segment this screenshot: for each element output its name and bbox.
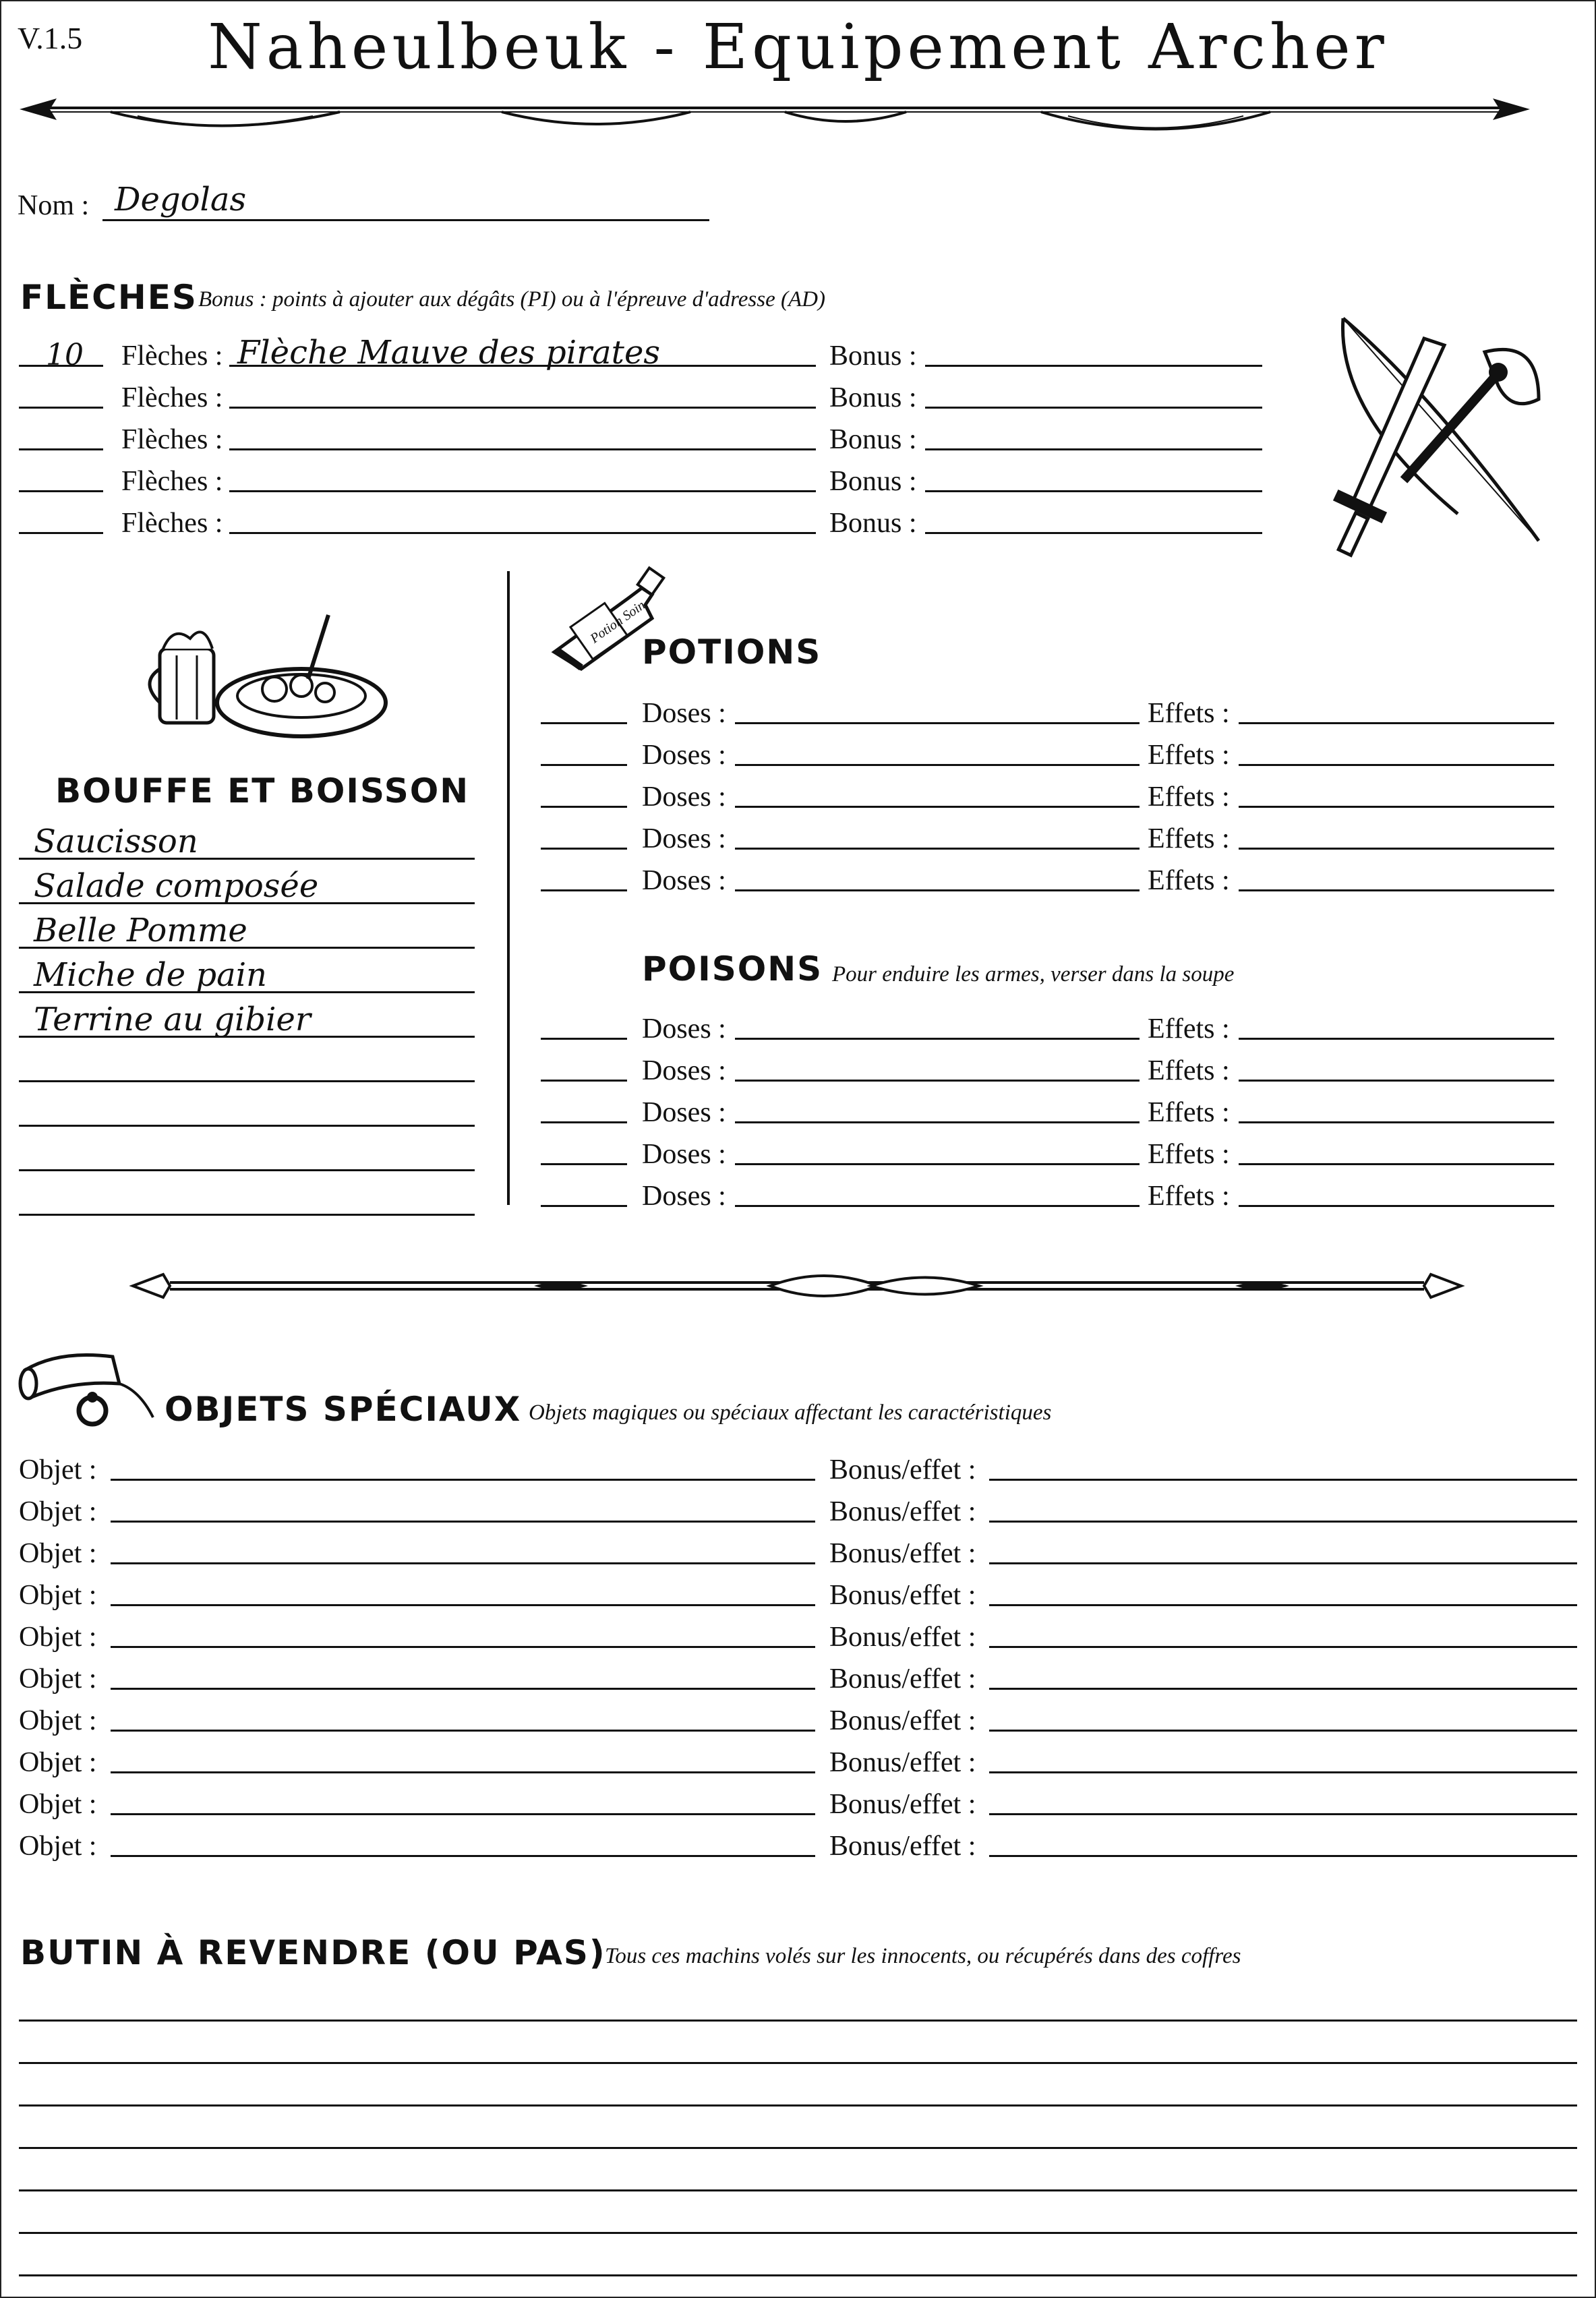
potions-effects-label: Effets : (1148, 823, 1230, 854)
poisons-doses-label: Doses : (642, 1013, 726, 1044)
food-line[interactable] (19, 1214, 475, 1216)
potions-doses-field[interactable] (735, 848, 1140, 850)
special-bonus-label: Bonus/effet : (829, 1663, 976, 1695)
special-object-field[interactable] (111, 1521, 815, 1523)
special-object-field[interactable] (111, 1855, 815, 1857)
special-object-label: Objet : (19, 1622, 97, 1653)
potions-doses-field[interactable] (735, 889, 1140, 891)
special-object-field[interactable] (111, 1730, 815, 1732)
loot-note: Tous ces machins volés sur les innocents, ou récupérés dans des coffres (605, 1944, 1241, 1968)
version-label: V.1.5 (18, 21, 83, 55)
poisons-effects-label: Effets : (1148, 1097, 1230, 1128)
food-item: Saucisson (34, 823, 198, 860)
poisons-qty-field[interactable] (541, 1205, 627, 1207)
potions-qty-field[interactable] (541, 764, 627, 766)
potions-qty-field[interactable] (541, 806, 627, 808)
special-object-label: Objet : (19, 1705, 97, 1736)
potions-qty-field[interactable] (541, 889, 627, 891)
special-bonus-label: Bonus/effet : (829, 1747, 976, 1778)
special-bonus-field[interactable] (989, 1771, 1577, 1773)
arrow-row-label: Flèches : (121, 341, 223, 372)
arrow-bonus-label: Bonus : (829, 424, 917, 455)
poisons-effects-field[interactable] (1239, 1205, 1554, 1207)
arrow-bonus-field[interactable] (925, 448, 1262, 450)
potions-doses-field[interactable] (735, 764, 1140, 766)
arrow-bonus-label: Bonus : (829, 466, 917, 497)
loot-line[interactable] (19, 2147, 1577, 2149)
food-line[interactable] (19, 1169, 475, 1171)
potions-effects-field[interactable] (1239, 806, 1554, 808)
special-bonus-field[interactable] (989, 1604, 1577, 1606)
potions-heading: POTIONS (642, 632, 822, 672)
potions-doses-label: Doses : (642, 782, 726, 813)
poisons-qty-field[interactable] (541, 1080, 627, 1082)
page-title: Naheulbeuk - Equipement Archer (208, 11, 1388, 83)
special-bonus-field[interactable] (989, 1479, 1577, 1481)
special-bonus-label: Bonus/effet : (829, 1454, 976, 1485)
special-object-field[interactable] (111, 1646, 815, 1648)
special-object-label: Objet : (19, 1580, 97, 1611)
special-object-field[interactable] (111, 1688, 815, 1690)
special-bonus-label: Bonus/effet : (829, 1538, 976, 1569)
potion-bottle-label: Potion Soin (587, 597, 648, 647)
arrow-bonus-label: Bonus : (829, 341, 917, 372)
poisons-effects-field[interactable] (1239, 1038, 1554, 1040)
potions-qty-field[interactable] (541, 848, 627, 850)
potions-effects-label: Effets : (1148, 698, 1230, 729)
arrow-bonus-label: Bonus : (829, 508, 917, 539)
loot-line[interactable] (19, 2232, 1577, 2234)
poisons-doses-field[interactable] (735, 1038, 1140, 1040)
arrow-qty-field[interactable] (19, 532, 103, 534)
potions-doses-label: Doses : (642, 823, 726, 854)
potions-effects-field[interactable] (1239, 848, 1554, 850)
loot-line[interactable] (19, 2104, 1577, 2106)
special-object-field[interactable] (111, 1813, 815, 1815)
arrow-row-label: Flèches : (121, 508, 223, 539)
poisons-note: Pour enduire les armes, verser dans la soupe (832, 962, 1235, 986)
poisons-doses-field[interactable] (735, 1163, 1140, 1165)
potions-qty-field[interactable] (541, 722, 627, 724)
arrow-name-field[interactable] (229, 407, 816, 409)
special-object-label: Objet : (19, 1789, 97, 1820)
poisons-qty-field[interactable] (541, 1121, 627, 1123)
arrows-note: Bonus : points à ajouter aux dégâts (PI) ou à l'épreuve d'adresse (AD) (198, 287, 825, 312)
food-line[interactable] (19, 1080, 475, 1082)
special-object-label: Objet : (19, 1831, 97, 1862)
arrow-bonus-field[interactable] (925, 532, 1262, 534)
special-object-label: Objet : (19, 1454, 97, 1485)
poisons-doses-label: Doses : (642, 1181, 726, 1212)
special-bonus-field[interactable] (989, 1646, 1577, 1648)
special-object-field[interactable] (111, 1604, 815, 1606)
arrow-qty-field[interactable] (19, 448, 103, 450)
food-platter-icon (140, 608, 396, 743)
poisons-doses-field[interactable] (735, 1205, 1140, 1207)
loot-heading: BUTIN À REVENDRE (OU PAS) (20, 1933, 606, 1972)
arrows-heading: FLÈCHES (20, 278, 198, 317)
arrow-row-label: Flèches : (121, 466, 223, 497)
loot-line[interactable] (19, 2020, 1577, 2022)
poisons-effects-label: Effets : (1148, 1139, 1230, 1170)
name-value[interactable]: Degolas (115, 181, 247, 218)
crossed-weapons-icon (1316, 312, 1572, 554)
special-bonus-field[interactable] (989, 1688, 1577, 1690)
special-bonus-field[interactable] (989, 1562, 1577, 1564)
poisons-qty-field[interactable] (541, 1163, 627, 1165)
arrow-name-field[interactable] (229, 490, 816, 492)
poisons-doses-label: Doses : (642, 1097, 726, 1128)
arrow-row-label: Flèches : (121, 382, 223, 413)
poisons-effects-label: Effets : (1148, 1181, 1230, 1212)
potions-doses-label: Doses : (642, 865, 726, 896)
arrow-name-field[interactable] (229, 448, 816, 450)
poisons-qty-field[interactable] (541, 1038, 627, 1040)
arrow-name-value: Flèche Mauve des pirates (237, 334, 660, 372)
name-label: Nom : (18, 190, 90, 221)
food-line[interactable] (19, 1125, 475, 1127)
special-object-label: Objet : (19, 1747, 97, 1778)
loot-line[interactable] (19, 2189, 1577, 2191)
special-heading: OBJETS SPÉCIAUX (165, 1390, 522, 1429)
potions-doses-field[interactable] (735, 806, 1140, 808)
potions-effects-label: Effets : (1148, 782, 1230, 813)
special-object-label: Objet : (19, 1663, 97, 1695)
loot-line[interactable] (19, 2062, 1577, 2064)
potions-effects-field[interactable] (1239, 764, 1554, 766)
potions-doses-label: Doses : (642, 698, 726, 729)
special-bonus-label: Bonus/effet : (829, 1496, 976, 1527)
potions-doses-field[interactable] (735, 722, 1140, 724)
arrow-qty-field[interactable] (19, 407, 103, 409)
staff-divider-icon (129, 1262, 1465, 1309)
arrow-qty-value: 10 (46, 338, 84, 372)
scroll-ring-icon (18, 1343, 160, 1431)
poisons-effects-field[interactable] (1239, 1080, 1554, 1082)
special-bonus-label: Bonus/effet : (829, 1705, 976, 1736)
special-bonus-label: Bonus/effet : (829, 1789, 976, 1820)
special-bonus-field[interactable] (989, 1855, 1577, 1857)
poisons-effects-field[interactable] (1239, 1163, 1554, 1165)
poisons-heading: POISONS (642, 949, 823, 989)
potions-effects-label: Effets : (1148, 865, 1230, 896)
special-object-label: Objet : (19, 1538, 97, 1569)
arrow-bonus-label: Bonus : (829, 382, 917, 413)
food-item: Belle Pomme (34, 912, 247, 949)
food-heading: BOUFFE ET BOISSON (55, 771, 470, 811)
arrow-bonus-field[interactable] (925, 407, 1262, 409)
loot-line[interactable] (19, 2274, 1577, 2276)
arrow-bonus-field[interactable] (925, 490, 1262, 492)
special-bonus-label: Bonus/effet : (829, 1622, 976, 1653)
poisons-doses-field[interactable] (735, 1121, 1140, 1123)
arrow-name-field[interactable] (229, 532, 816, 534)
special-bonus-field[interactable] (989, 1730, 1577, 1732)
food-item: Salade composée (34, 867, 319, 905)
special-object-label: Objet : (19, 1496, 97, 1527)
arrow-qty-field[interactable] (19, 490, 103, 492)
arrow-row-label: Flèches : (121, 424, 223, 455)
potions-doses-label: Doses : (642, 740, 726, 771)
name-line[interactable] (102, 219, 709, 221)
arrow-divider-icon (16, 89, 1533, 150)
food-item: Terrine au gibier (34, 1001, 311, 1038)
poisons-effects-field[interactable] (1239, 1121, 1554, 1123)
special-bonus-label: Bonus/effet : (829, 1580, 976, 1611)
special-bonus-field[interactable] (989, 1813, 1577, 1815)
column-divider (507, 571, 510, 1205)
special-note: Objets magiques ou spéciaux affectant les caractéristiques (529, 1401, 1052, 1425)
arrow-bonus-field[interactable] (925, 365, 1262, 367)
special-object-field[interactable] (111, 1479, 815, 1481)
potions-effects-label: Effets : (1148, 740, 1230, 771)
potions-effects-field[interactable] (1239, 722, 1554, 724)
special-bonus-label: Bonus/effet : (829, 1831, 976, 1862)
poisons-effects-label: Effets : (1148, 1013, 1230, 1044)
special-object-field[interactable] (111, 1771, 815, 1773)
poisons-doses-label: Doses : (642, 1055, 726, 1086)
potions-effects-field[interactable] (1239, 889, 1554, 891)
poisons-doses-field[interactable] (735, 1080, 1140, 1082)
special-bonus-field[interactable] (989, 1521, 1577, 1523)
poisons-doses-label: Doses : (642, 1139, 726, 1170)
food-item: Miche de pain (34, 956, 267, 994)
special-object-field[interactable] (111, 1562, 815, 1564)
poisons-effects-label: Effets : (1148, 1055, 1230, 1086)
